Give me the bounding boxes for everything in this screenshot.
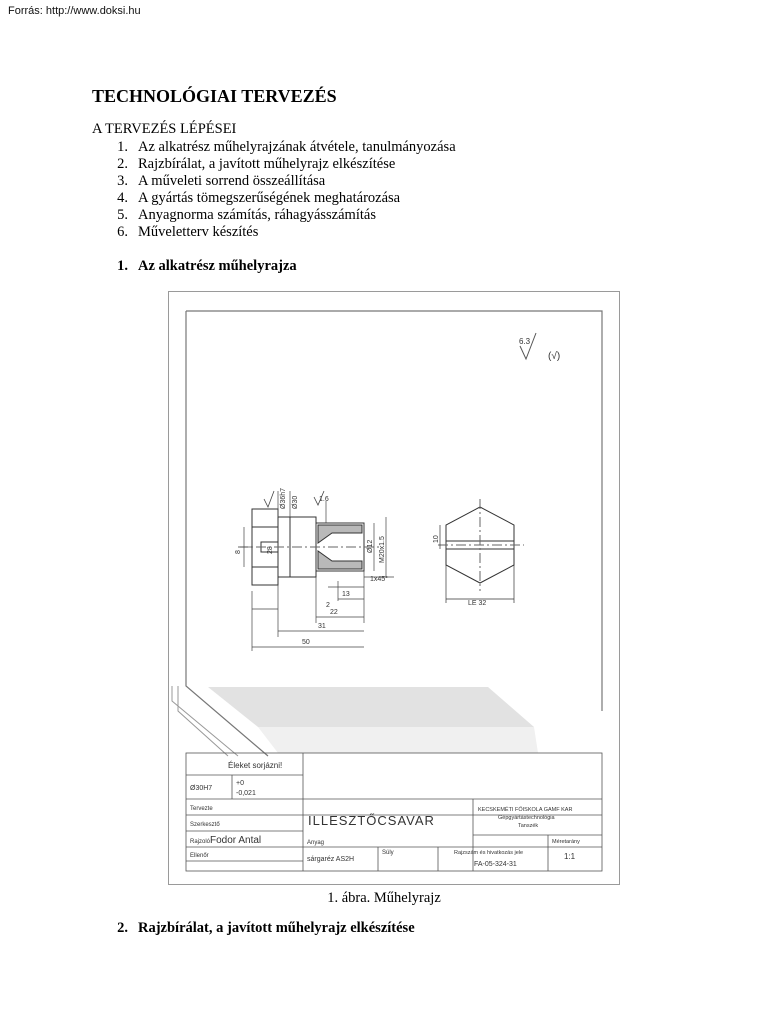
source-label: Forrás: http://www.doksi.hu: [8, 5, 141, 17]
tb-label-designed: Tervezte: [190, 806, 213, 812]
section-title: Rajzbírálat, a javított műhelyrajz elkészítése: [138, 920, 415, 936]
section-number: 1.: [117, 258, 128, 274]
workshop-drawing: [168, 291, 620, 885]
section-1-heading: [92, 258, 297, 275]
tb-label-number: Rajzszám és hivatkozás jele: [454, 850, 524, 856]
dim-head-diameter: Ø36h7: [280, 487, 287, 509]
dim-thread: M20x1.5: [379, 536, 386, 563]
roughness-local: 1.6: [319, 496, 329, 503]
tb-label-scale: Méretarány: [552, 839, 580, 845]
dim-length-50: 50: [302, 639, 310, 646]
section-2-heading: [92, 920, 415, 937]
dim-length-13: 13: [342, 591, 350, 598]
dim-length-31: 31: [318, 623, 326, 630]
steps-heading: A TERVEZÉS LÉPÉSEI: [92, 121, 237, 137]
tb-drawn-by: Fodor Antal: [210, 835, 262, 846]
list-item: [92, 224, 456, 241]
list-item: [92, 190, 456, 207]
list-item-number: 2.: [117, 156, 128, 172]
list-item-text: A gyártás tömegszerűségének meghatározása: [138, 190, 401, 206]
list-item-number: 1.: [117, 139, 128, 155]
dim-length-22: 22: [330, 609, 338, 616]
steps-list: [92, 139, 456, 241]
dim-height-28: 28: [267, 546, 274, 554]
list-item-text: Rajzbírálat, a javított műhelyrajz elkészítése: [138, 156, 396, 172]
list-item-text: Az alkatrész műhelyrajzának átvétele, tanulmányozása: [138, 139, 456, 155]
list-item-number: 5.: [117, 207, 128, 223]
list-item-number: 4.: [117, 190, 128, 206]
list-item: [92, 139, 456, 156]
dim-body-diameter: Ø30: [292, 495, 299, 509]
roughness-main: 6.3: [519, 337, 531, 346]
list-item-text: A műveleti sorrend összeállítása: [138, 173, 326, 189]
dim-slot: 10: [433, 535, 440, 543]
fold-band-lower: [258, 727, 538, 753]
tb-material: sárgaréz AS2H: [307, 856, 355, 863]
list-item: [92, 173, 456, 190]
tb-label-material: Anyag: [307, 840, 325, 846]
tb-label-drawn: Rajzoló: [190, 839, 211, 845]
tb-label-mass: Súly: [382, 850, 394, 856]
list-item-number: 3.: [117, 173, 128, 189]
tb-org-line2: Gépgyártástechnológia: [498, 815, 555, 821]
tb-note: Éleket sorjázni!: [228, 761, 283, 770]
list-item-number: 6.: [117, 224, 128, 240]
tb-scale: 1:1: [564, 852, 576, 861]
tb-label-checked: Ellenőr: [190, 853, 209, 859]
dim-length-2: 2: [326, 602, 330, 609]
tb-label-dimensioned: Szerkesztő: [190, 822, 220, 828]
roughness-secondary: (√): [548, 351, 561, 362]
list-item-text: Anyagnorma számítás, ráhagyásszámítás: [138, 207, 376, 223]
tb-drawing-number: FA-05-324-31: [474, 861, 517, 868]
section-number: 2.: [117, 920, 128, 936]
list-item: [92, 207, 456, 224]
dim-hex: LE 32: [468, 600, 487, 607]
document-title: TECHNOLÓGIAI TERVEZÉS: [92, 86, 337, 106]
tb-tolerance-lower: -0,021: [236, 790, 256, 797]
workshop-drawing-figure: [168, 291, 620, 885]
fold-band: [208, 687, 534, 727]
list-item-text: Műveletterv készítés: [138, 224, 259, 240]
figure-caption: 1. ábra. Műhelyrajz: [327, 890, 441, 906]
dim-width-8: 8: [235, 550, 242, 554]
tb-org-line1: KECSKEMÉTI FŐISKOLA GAMF KAR: [478, 807, 573, 813]
tb-tolerance-upper: +0: [236, 780, 244, 787]
list-item: [92, 156, 456, 173]
dim-chamfer: 1x45°: [370, 576, 388, 583]
dim-bore: Ø12: [367, 539, 374, 553]
tb-tolerance-fit: Ø30H7: [190, 785, 213, 792]
tb-org-line3: Tanszék: [518, 823, 539, 829]
section-title: Az alkatrész műhelyrajza: [138, 258, 297, 274]
tb-part-name: ILLESZTŐCSAVAR: [308, 813, 435, 828]
